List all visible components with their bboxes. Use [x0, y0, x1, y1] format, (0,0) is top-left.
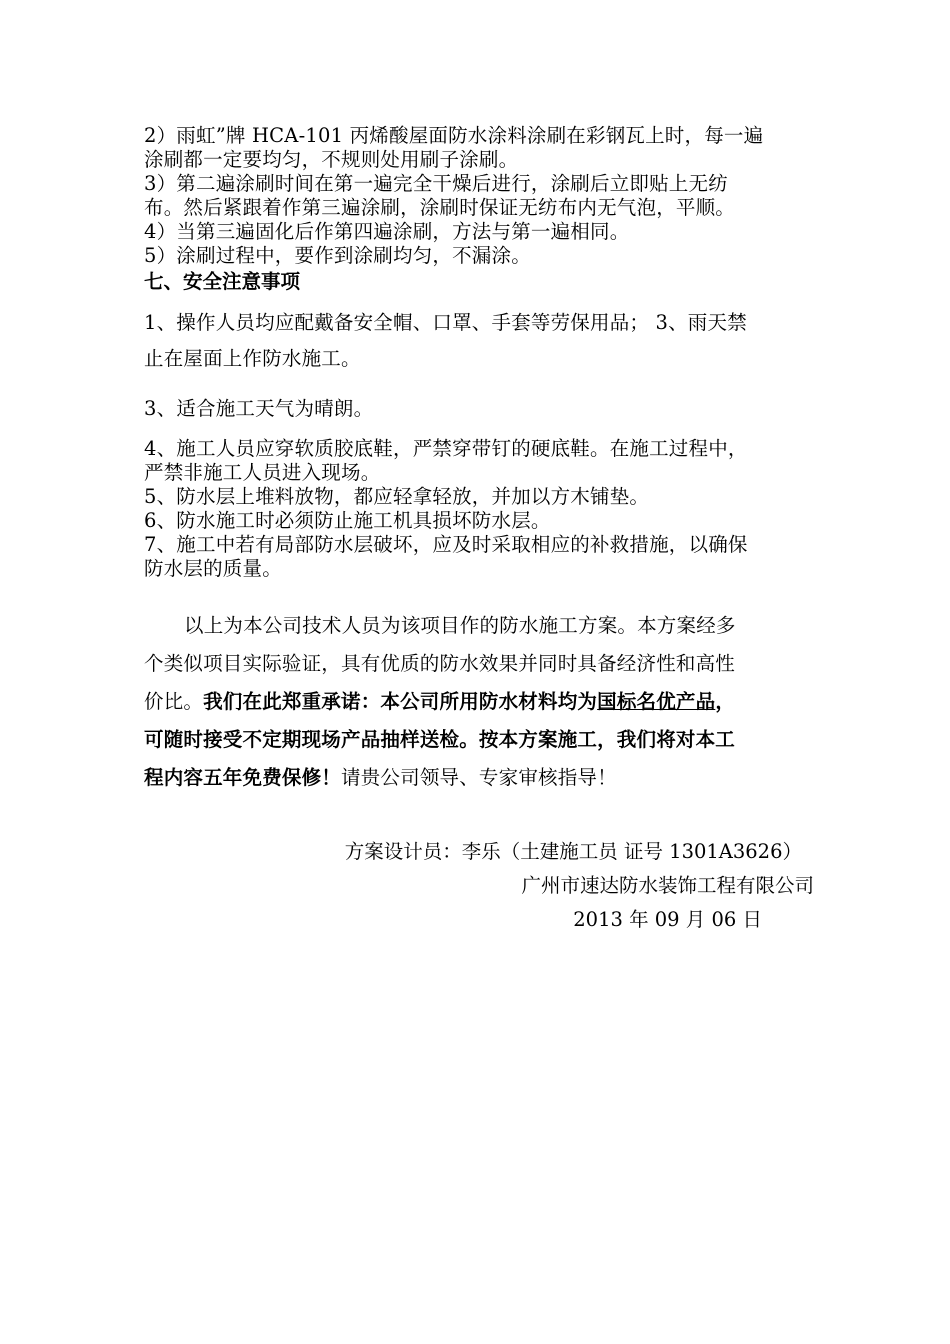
safety-item-3: 3、适合施工天气为晴朗。 — [144, 397, 374, 420]
promise-line: 可随时接受不定期现场产品抽样送检。按本方案施工，我们将对本工 — [144, 728, 736, 751]
safety-item-1 — [144, 305, 814, 377]
signature-block — [144, 835, 814, 937]
step-line: 布。然后紧跟着作第三遍涂刷，涂刷时保证无纺布内无气泡，平顺。 — [144, 196, 736, 219]
safety-item-line: 严禁非施工人员进入现场。 — [144, 461, 381, 484]
safety-item-line: 防水层的质量。 — [144, 557, 282, 580]
closing-text: 请贵公司领导、专家审核指导！ — [341, 766, 617, 789]
safety-item-line: 6、防水施工时必须防止施工机具损坏防水层。 — [144, 509, 551, 532]
safety-item-line: 5、防水层上堆料放物，都应轻拿轻放，并加以方木铺垫。 — [144, 485, 650, 508]
step-line: 3）第二遍涂刷时间在第一遍完全干燥后进行，涂刷后立即贴上无纺 — [144, 172, 728, 195]
safety-item-line: 止在屋面上作防水施工。 — [144, 347, 361, 370]
closing-line: 个类似项目实际验证，具有优质的防水效果并同时具备经济性和高性 — [144, 652, 736, 675]
safety-items-list — [144, 437, 814, 581]
underlined-product-text: 国标名优产品 — [597, 690, 716, 713]
closing-line: 以上为本公司技术人员为该项目作的防水施工方案。本方案经多 — [184, 614, 736, 637]
warranty-text: 程内容五年免费保修！ — [144, 766, 342, 789]
construction-steps — [144, 124, 814, 268]
step-line: 涂刷都一定要均匀，不规则处用刷子涂刷。 — [144, 148, 519, 171]
safety-item-line: 4、施工人员应穿软质胶底鞋，严禁穿带钉的硬底鞋。在施工过程中， — [144, 437, 748, 460]
document-body — [144, 124, 814, 937]
company-name: 广州市速达防水装饰工程有限公司 — [521, 874, 814, 897]
closing-text: 价比。 — [144, 690, 204, 713]
closing-paragraph — [144, 607, 814, 797]
closing-line — [144, 759, 814, 797]
step-line: 2）雨虹”牌 HCA-101 丙烯酸屋面防水涂料涂刷在彩钢瓦上时，每一遍 — [144, 124, 764, 147]
safety-item-line: 1、操作人员均应配戴备安全帽、口罩、手套等劳保用品； 3、雨天禁 — [144, 311, 747, 334]
document-date: 2013 年 09 月 06 日 — [573, 908, 762, 931]
safety-item-line: 7、施工中若有局部防水层破坏，应及时采取相应的补救措施，以确保 — [144, 533, 748, 556]
promise-text: ， — [715, 690, 736, 713]
closing-line — [144, 683, 814, 721]
section-heading-safety: 七、安全注意事项 — [144, 270, 301, 293]
promise-text: 我们在此郑重承诺：本公司所用防水材料均为 — [203, 690, 598, 713]
designer-signature: 方案设计员：李乐（土建施工员 证号 1301A3626） — [344, 840, 802, 863]
step-line: 5）涂刷过程中，要作到涂刷均匀，不漏涂。 — [144, 244, 531, 267]
step-line: 4）当第三遍固化后作第四遍涂刷，方法与第一遍相同。 — [144, 220, 630, 243]
